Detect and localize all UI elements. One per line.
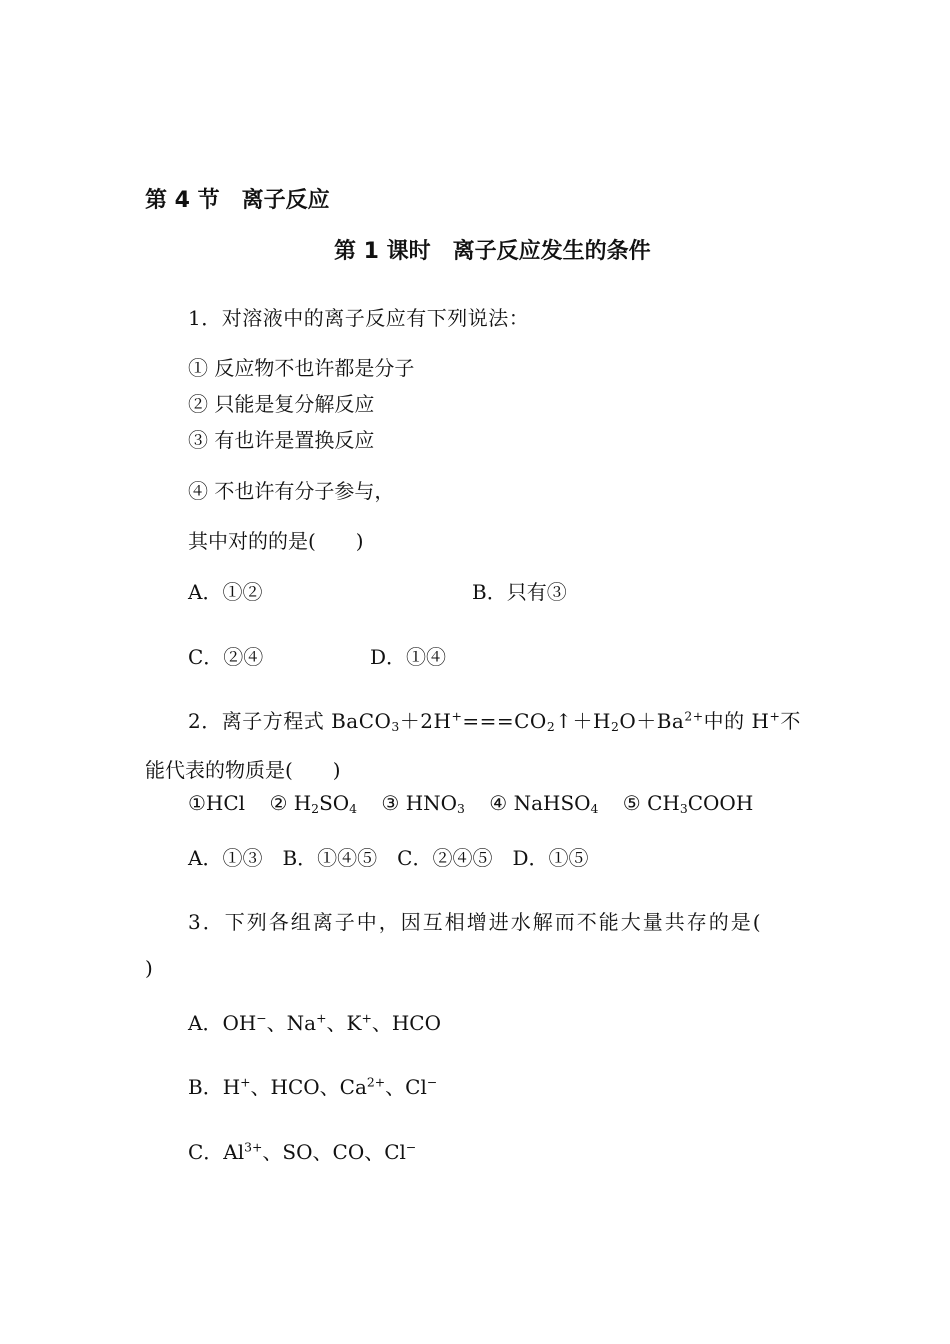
q1-option-d: D．①④ — [370, 645, 447, 669]
q3-option-a: A．OH−、Na+、K+、HCO — [188, 1010, 441, 1035]
q2-choices — [188, 791, 753, 815]
q2-options: A．①③ B．①④⑤ C．②④⑤ D．①⑤ — [188, 846, 589, 870]
q1-option-a: A．①② — [188, 580, 263, 604]
q3-stem-line2: ) — [145, 956, 153, 980]
q1-option-c: C．②④ — [188, 645, 264, 669]
q1-option-b: B．只有③ — [472, 580, 567, 604]
q1-item-4: ④ 不也许有分子参与， — [188, 479, 395, 503]
q3-option-b: B．H+、HCO、$Ca^{2+}$、Cl− — [188, 1074, 438, 1099]
q1-stem: 1．对溶液中的离子反应有下列说法： — [188, 306, 530, 330]
q2-choice-5: ⑤ $CH_3COOH$ — [622, 791, 754, 817]
q2-choice-1: ①HCl — [188, 791, 246, 815]
q2-stem: 2．离子方程式 $BaCO_3+2H^+===CO_2↑+H_2O+Ba^{2+}$中的 H+不 — [188, 708, 801, 735]
section-title: 第 4 节 离子反应 — [145, 188, 330, 213]
q2-choice-3: ③ $HNO_3$ — [381, 791, 465, 817]
lesson-title: 第 1 课时 离子反应发生的条件 — [334, 239, 651, 264]
q3-option-c: C．$Al^{3+}$、SO、CO、Cl− — [188, 1139, 417, 1164]
q1-item-1: ① 反应物不也许都是分子 — [188, 356, 415, 380]
q2-choice-4: ④ NaHSO$_4$ — [489, 791, 599, 817]
q1-item-2: ② 只能是复分解反应 — [188, 392, 375, 416]
q1-prompt: 其中对的的是( ) — [188, 529, 364, 553]
q2-stem-line2: 能代表的物质是( ) — [145, 758, 341, 782]
q2-choice-2: ② $H_2SO_4$ — [269, 791, 358, 817]
q1-item-3: ③ 有也许是置换反应 — [188, 428, 375, 452]
q3-stem: 3．下列各组离子中，因互相增进水解而不能大量共存的是( — [188, 910, 763, 934]
